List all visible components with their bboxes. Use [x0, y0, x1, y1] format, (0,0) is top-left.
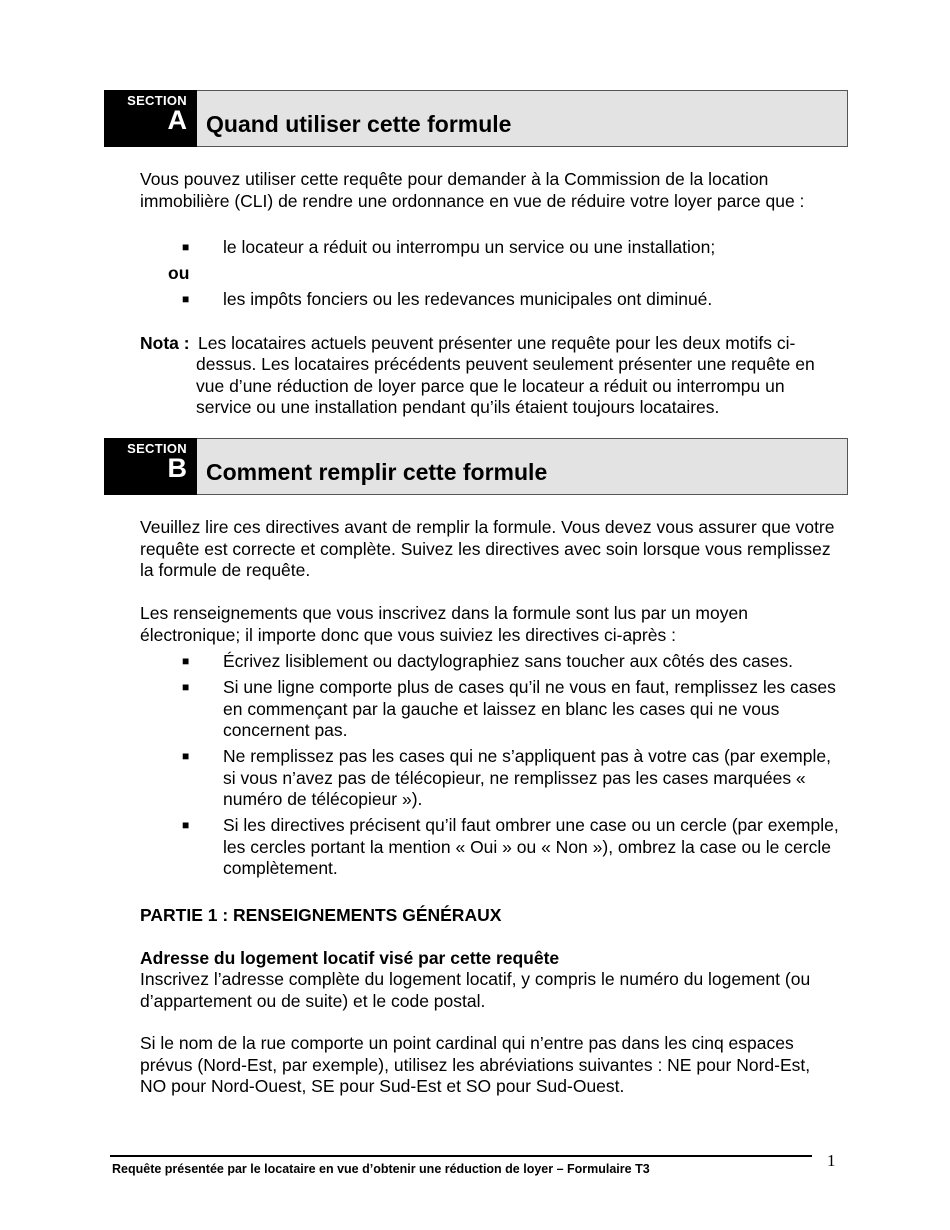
nota-first-line: Les locataires actuels peuvent présenter une requête pour les deux motifs ci-: [198, 333, 796, 353]
bullet-text: Ne remplissez pas les cases qui ne s’appliquent pas à votre cas (par exemple, si vous n’avez pas de télécopieur, ne remplissez pas les cases marquées « numéro de télécopieur »).: [223, 746, 831, 809]
bullet-marker: ■: [182, 292, 190, 306]
bullet-marker: ■: [182, 240, 190, 254]
section-a-intro: Vous pouvez utiliser cette requête pour demander à la Commission de la location immobilière (CLI) de rendre une ordonnance en vue de réduire votre loyer parce que :: [140, 169, 805, 211]
section-a-tab: [104, 90, 197, 147]
bullet-text: Écrivez lisiblement ou dactylographiez sans toucher aux côtés des cases.: [223, 651, 794, 671]
section-b-para-1: Veuillez lire ces directives avant de remplir la formule. Vous devez vous assurer que votre requête est correcte et complète. Suivez les directives avec soin lorsque vous remplissez la formule de requête.: [140, 517, 835, 580]
page-number: 1: [827, 1151, 836, 1170]
nota-continued: dessus. Les locataires précédents peuvent seulement présenter une requête en vue d’une réduction de loyer parce que le locateur a réduit ou interrompu un service ou une installation pendant qu’ils étaient toujours locataires.: [196, 354, 815, 417]
bullet-text: le locateur a réduit ou interrompu un service ou une installation;: [223, 237, 716, 257]
section-b-header: [104, 438, 848, 495]
footer-rule: [110, 1155, 812, 1157]
nota-label: Nota :: [140, 333, 190, 353]
footer-form-title: Requête présentée par le locataire en vue d’obtenir une réduction de loyer – Formulaire T3: [112, 1162, 650, 1176]
section-a-label: SECTION: [127, 93, 187, 108]
bullet-marker: ■: [182, 680, 190, 694]
section-b-letter: B: [167, 453, 187, 483]
section-b-para-2: Les renseignements que vous inscrivez dans la formule sont lus par un moyen électronique; il importe donc que vous suiviez les directives ci-après :: [140, 603, 748, 645]
bullet-text: Si les directives précisent qu’il faut ombrer une case ou un cercle (par exemple, les cercles portant la mention « Oui » ou « Non »), ombrez la case ou le cercle complètement.: [223, 815, 839, 878]
section-a-letter: A: [167, 105, 187, 135]
section-b-title: Comment remplir cette formule: [206, 459, 548, 485]
address-instructions: Inscrivez l’adresse complète du logement locatif, y compris le numéro du logement (ou d’appartement ou de suite) et le code postal.: [140, 969, 811, 1011]
bullet-marker: ■: [182, 818, 190, 832]
or-connector: ou: [168, 263, 190, 283]
cardinal-instructions: Si le nom de la rue comporte un point cardinal qui n’entre pas dans les cinq espaces prévus (Nord-Est, par exemple), utilisez les abréviations suivantes : NE pour Nord-Est, NO pour Nord-Ouest, SE pour Sud-Est et SO pour Sud-Ouest.: [140, 1033, 811, 1096]
section-b-tab: [104, 438, 197, 495]
bullet-text: les impôts fonciers ou les redevances municipales ont diminué.: [223, 289, 713, 309]
section-a-header: [104, 90, 848, 147]
section-a-title: Quand utiliser cette formule: [206, 111, 512, 137]
part-1-heading: PARTIE 1 : RENSEIGNEMENTS GÉNÉRAUX: [140, 905, 502, 925]
bullet-marker: ■: [182, 654, 190, 668]
address-heading: Adresse du logement locatif visé par cette requête: [140, 948, 560, 968]
bullet-text: Si une ligne comporte plus de cases qu’il ne vous en faut, remplissez les cases en commençant par la gauche et laissez en blanc les cases qui ne vous concernent pas.: [223, 677, 836, 740]
bullet-marker: ■: [182, 749, 190, 763]
section-b-label: SECTION: [127, 441, 187, 456]
